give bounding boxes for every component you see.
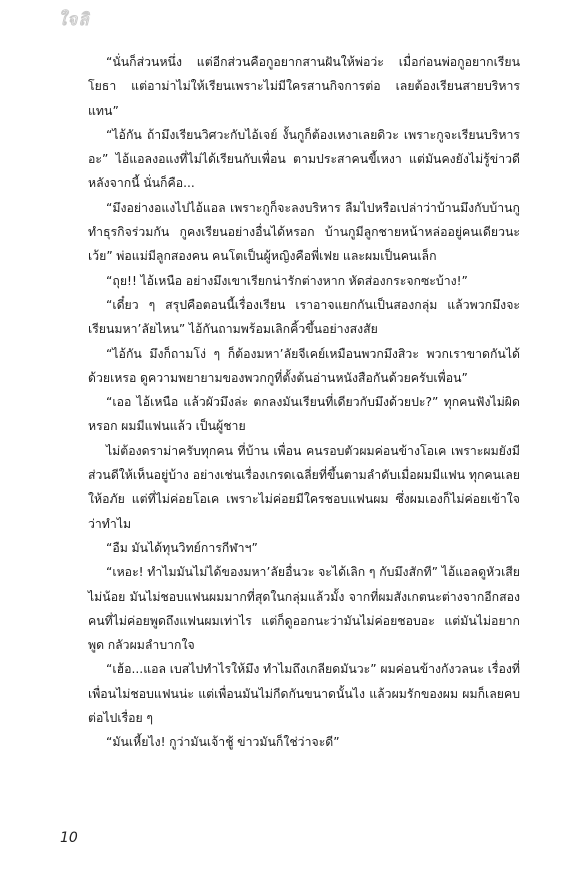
paragraph: “เดี๋ยว ๆ สรุปคือตอนนี้เรื่องเรียน เราอาจแยกกันเป็นสองกลุ่ม แล้วพวกมึงจะเรียนมหา’ลัยไหน” ไอ้กันถามพร้อมเลิกคิ้วขึ้นอย่างสงสัย [88, 297, 520, 337]
paragraph: “ไอ้กัน มึงก็ถามโง่ ๆ ก็ต้องมหา’ลัยจีเคย์เหมือนพวกมึงสิวะ พวกเราขาดกันได้ด้วยเหรอ ดูความพยายามของพวกกูที่ตั้งต้นอ่านหนังสือกันด้วยครับเพื่อน” [88, 346, 520, 385]
paragraph: ไม่ต้องดราม่าครับทุกคน ที่บ้าน เพื่อน คนรอบตัวผมค่อนข้างโอเค เพราะผมยังมีส่วนดีให้เห็นอยู่บ้าง อย่างเช่นเรื่องเกรดเฉลี่ยที่ขึ้นตามลำดับเมื่อผมมีแฟน ทุกคนเลยให้อภัย แต่ที่ไม่ค่อยโอเค เพราะไม่ค่อยมีใครชอบแฟนผม ซึ่งผมเองก็ไม่ค่อยเข้าใจว่าทำไม [88, 443, 520, 531]
paragraph: “อืม มันได้ทุนวิทย์การกีฬาฯ” [106, 540, 258, 555]
paragraph: “เออ ไอ้เหนือ แล้วผัวมึงล่ะ ตกลงมันเรียนที่เดียวกับมึงด้วยปะ?” ทุกคนฟังไม่ผิดหรอก ผมมีแฟนแล้ว เป็นผู้ชาย [88, 395, 520, 434]
paragraph: “เฮ้อ...แอล เบสไปทำไรให้มึง ทำไมถึงเกลียดมันวะ” ผมค่อนข้างกังวลนะ เรื่องที่เพื่อนไม่ชอบแฟนน่ะ แต่เพื่อนมันไม่กีดกันขนาดนั้นไง แล้วผมรักของผม ผมก็เลยคบต่อไปเรื่อย ๆ [88, 662, 520, 726]
paragraph: “มันเหี้ยไง! กูว่ามันเจ้าชู้ ข่าวมันก็ใช่ว่าจะดี” [106, 735, 340, 750]
page-number: 10 [60, 830, 78, 846]
body-text [88, 50, 520, 755]
paragraph: “ถุย!! ไอ้เหนือ อย่างมึงเขาเรียกน่ารักต่างหาก หัดส่องกระจกซะบ้าง!” [106, 273, 468, 288]
paragraph: “มึงอย่างอแงไปไอ้แอล เพราะกูก็จะลงบริหาร ลืมไปหรือเปล่าว่าบ้านมึงกับบ้านกูทำธุรกิจร่วมกัน กูคงเรียนอย่างอื่นได้หรอก บ้านกูมีลูกชายหน้าหล่ออยู่คนเดียวนะเว้ย” พ่อแม่มีลูกสองคน คนโตเป็นผู้หญิงคือพี่เฟย และผมเป็นคนเล็ก [88, 200, 520, 264]
paragraph: “ไอ้กัน ถ้ามึงเรียนวิศวะกับไอ้เจย์ งั้นกูก็ต้องเหงาเลยดิวะ เพราะกูจะเรียนบริหารอะ” ไอ้แอลงอแงที่ไม่ได้เรียนกับเพื่อน ตามประสาคนขี้เหงา แต่มันคงยังไม่รู้ข่าวดีหลังจากนี้ นั่นก็คือ... [88, 127, 520, 191]
header-logo-mark: ใจลิ [58, 10, 90, 30]
paragraph: “เหอะ! ทำไมมันไม่ได้ของมหา’ลัยอื่นวะ จะได้เลิก ๆ กับมึงสักที” ไอ้แอลดูหัวเสียไม่น้อย มันไม่ชอบแฟนผมมากที่สุดในกลุ่มแล้วมั้ง จากที่ผมสังเกตนะต่างจากอีกสองคนที่ไม่ค่อยพูดถึงแฟนผมเท่าไร แต่ก็ดูออกนะว่ามันไม่ค่อยชอบอะ แต่มันไม่อยากพูด กลัวผมลำบากใจ [88, 565, 520, 653]
paragraph: “นั่นก็ส่วนหนึ่ง แต่อีกส่วนคือกูอยากสานฝันให้พ่อว่ะ เมื่อก่อนพ่อกูอยากเรียนโยธา แต่อาม่าไม่ให้เรียนเพราะไม่มีใครสานกิจการต่อ เลยต้องเรียนสายบริหารแทน” [88, 55, 520, 118]
